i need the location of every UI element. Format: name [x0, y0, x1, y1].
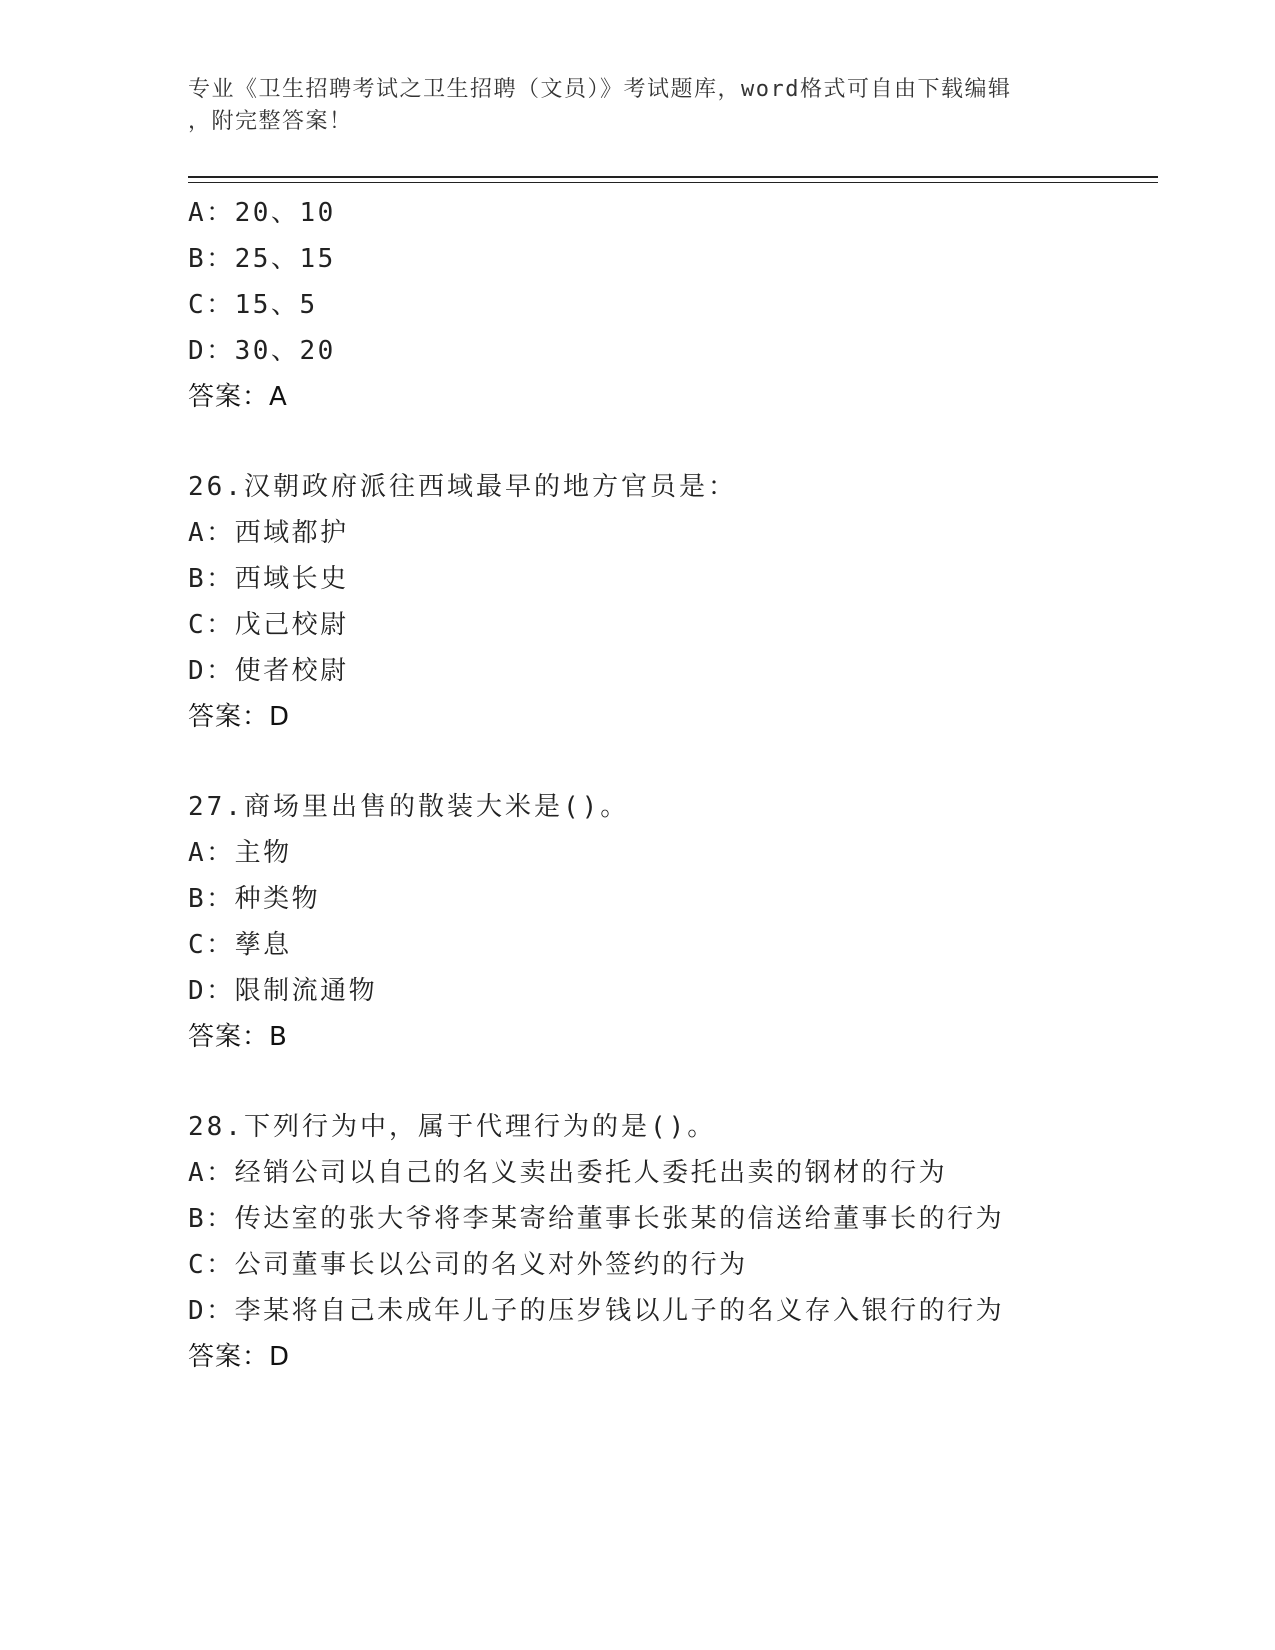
- option-a: A：西域都护: [188, 518, 349, 548]
- question-block-28: [188, 1104, 1168, 1380]
- question-text: 28.下列行为中，属于代理行为的是()。: [188, 1112, 717, 1142]
- question-text: 27.商场里出售的散装大米是()。: [188, 792, 630, 822]
- question-block-26: [188, 464, 1168, 740]
- option-c: C：孳息: [188, 930, 292, 960]
- option-d: D：使者校尉: [188, 656, 349, 686]
- option-b: B：传达室的张大爷将李某寄给董事长张某的信送给董事长的行为: [188, 1204, 1005, 1234]
- option-d: D：30、20: [188, 336, 336, 366]
- header-rule-bottom: [188, 182, 1158, 183]
- question-block-25: [188, 190, 1168, 420]
- block-gap: [188, 1060, 1168, 1104]
- answer: 答案：B: [188, 1022, 288, 1052]
- answer: 答案：D: [188, 702, 291, 732]
- header-rule-top: [188, 176, 1158, 178]
- answer: 答案：D: [188, 1342, 291, 1372]
- option-d: D：限制流通物: [188, 976, 378, 1006]
- option-c: C：15、5: [188, 290, 318, 320]
- option-b: B：25、15: [188, 244, 336, 274]
- option-a: A：20、10: [188, 198, 336, 228]
- option-b: B：西域长史: [188, 564, 349, 594]
- header-line-1: 专业《卫生招聘考试之卫生招聘（文员）》考试题库，word格式可自由下载编辑: [188, 77, 1012, 102]
- question-list: [188, 190, 1168, 1380]
- option-c: C：戊己校尉: [188, 610, 349, 640]
- question-block-27: [188, 784, 1168, 1060]
- option-a: A：经销公司以自己的名义卖出委托人委托出卖的钢材的行为: [188, 1158, 948, 1188]
- header-line-2: ，附完整答案！: [188, 109, 353, 134]
- block-gap: [188, 420, 1168, 464]
- block-gap: [188, 740, 1168, 784]
- question-text: 26.汉朝政府派往西域最早的地方官员是：: [188, 472, 737, 502]
- document-header: [188, 74, 1088, 138]
- option-a: A：主物: [188, 838, 292, 868]
- answer: 答案：A: [188, 382, 288, 412]
- option-c: C：公司董事长以公司的名义对外签约的行为: [188, 1250, 748, 1280]
- option-b: B：种类物: [188, 884, 321, 914]
- option-d: D：李某将自己未成年儿子的压岁钱以儿子的名义存入银行的行为: [188, 1296, 1005, 1326]
